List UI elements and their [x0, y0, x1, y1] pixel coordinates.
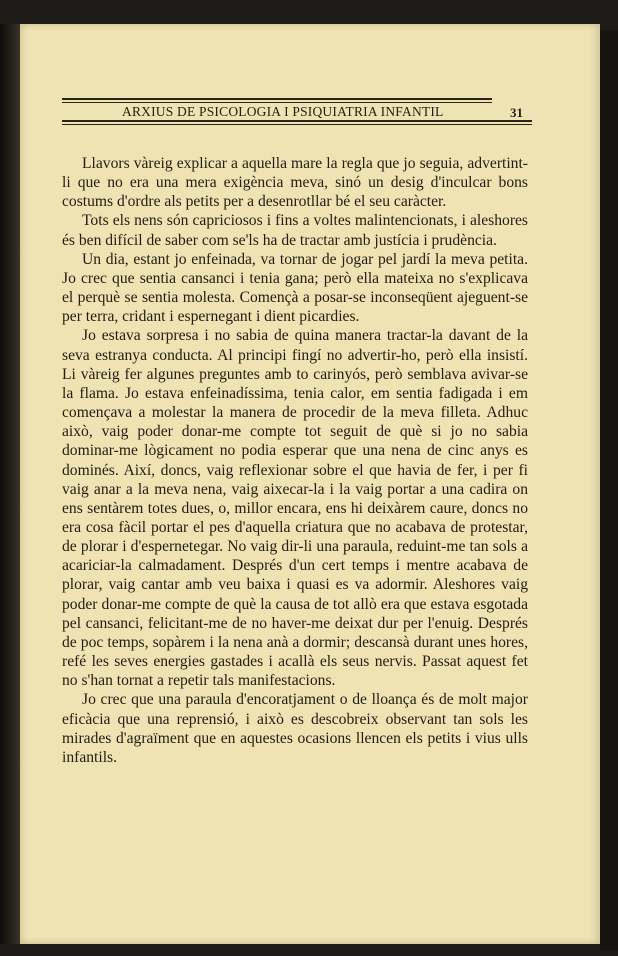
header-rule-bottom: [62, 120, 532, 122]
running-header: [42, 72, 530, 132]
paragraph: Tots els nens són capriciosos i fins a voltes malintencionats, i aleshores és ben difícil de saber com se'ls ha de tractar amb justícia i prudència.: [62, 212, 528, 249]
body-text: [62, 154, 528, 767]
running-title: ARXIUS DE PSICOLOGIA I PSIQUIATRIA INFANTIL: [122, 104, 444, 119]
book-spine-shadow: [0, 24, 20, 944]
paragraph: Llavors vàreig explicar a aquella mare la regla que jo seguia, advertint-li que no era una mera exigència meva, sinó un desig d'inculcar bons costums d'ordre als petits per a desenrotllar bé el seu caràcter.: [62, 155, 528, 211]
paragraph: Un dia, estant jo enfeinada, va tornar de jogar pel jardí la meva petita. Jo crec que sentia cansanci i tenia gana; però ella mateixa no s'explicava el perquè se sentia molesta. Començà a posar-se inconseqüent ajeguent-se per terra, cridant i espernegant i dient picardies.: [62, 250, 528, 326]
header-rule-bottom-thin: [62, 124, 532, 125]
page-number: 31: [510, 105, 523, 120]
page-edge-shadow: [600, 30, 618, 950]
header-rule-top: [62, 98, 492, 100]
paragraph: Jo crec que una paraula d'encoratjament o de lloança és de molt major eficàcia que una reprensió, i això es descobreix observant tan sols les mirades d'agraïment que en aquestes ocasions llencen els petits i vius ulls infantils.: [62, 691, 528, 766]
paragraph: Jo estava sorpresa i no sabia de quina manera tractar-la davant de la seva estranya conducta. Al principi fingí no advertir-ho, però ella insistí. Li vàreig fer algunes preguntes amb to carinyós, però semblava avivar-se la flama. Jo estava enfeinadíssima, tenia calor, em sentia fadigada i em començava a molestar la manera de procedir de la meva filleta. Adhuc això, vaig poder donar-me compte tot seguit de què si jo no sabia dominar-me lògicament no podia esperar que una nena de cinc anys es dominés. Així, doncs, vaig reflexionar sobre el que havia de fer, i per fi vaig anar a la meva nena, vaig aixecar-la i la vaig portar a una cadira on ens sentàrem totes dues, o, millor encara, ens hi deixàrem caure, doncs no era cosa fàcil portar el pes d'aquella criatura que no acabava de protestar, de plorar i d'espernetegar. No vaig dir-li una paraula, reduint-me tan sols a acariciar-la calmadament. Després d'un cert temps i mentre acabava de plorar, vaig cantar amb veu baixa i quasi es va adormir. Aleshores vaig poder donar-me compte de què la causa de tot allò era que estava esgotada pel cansanci, felicitant-me de no haver-me deixat dur per l'enuig. Després de poc temps, sopàrem i la nena anà a dormir; descansà durant unes hores, refé les seves energies gastades i acallà els seus nervis. Passat aquest fet no s'han tornat a repetir tals manifestacions.: [62, 327, 528, 690]
header-rule-top-thin: [62, 102, 492, 103]
